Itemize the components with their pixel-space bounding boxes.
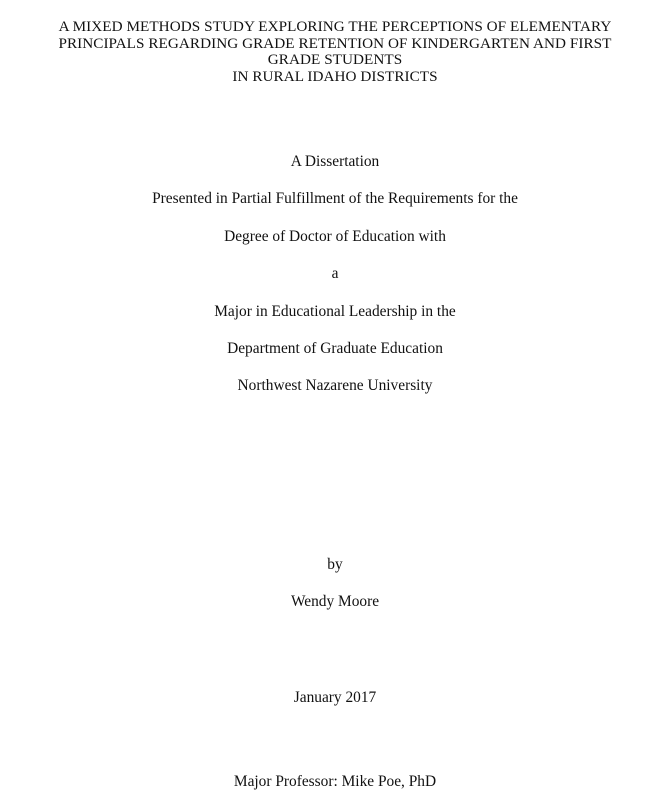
major-line: Major in Educational Leadership in the (214, 303, 456, 320)
article-line: a (331, 265, 339, 282)
title-line-4: IN RURAL IDAHO DISTRICTS (232, 67, 438, 85)
fulfillment-statement: Presented in Partial Fulfillment of the Requirements for the (152, 190, 518, 207)
title-line-1: A MIXED METHODS STUDY EXPLORING THE PERCEPTIONS OF ELEMENTARY (58, 18, 612, 35)
degree-line: Degree of Doctor of Education with (224, 228, 446, 245)
department-line: Department of Graduate Education (227, 340, 443, 357)
university-line: Northwest Nazarene University (237, 377, 433, 394)
major-professor: Major Professor: Mike Poe, PhD (233, 773, 437, 790)
author-name: Wendy Moore (290, 593, 380, 610)
by-line: by (327, 556, 343, 573)
submission-date: January 2017 (293, 689, 377, 706)
document-type: A Dissertation (290, 153, 380, 170)
dissertation-title (0, 19, 670, 85)
title-line-3: GRADE STUDENTS (267, 51, 403, 69)
title-line-2: PRINCIPALS REGARDING GRADE RETENTION OF KINDERGARTEN AND FIRST (58, 34, 612, 52)
